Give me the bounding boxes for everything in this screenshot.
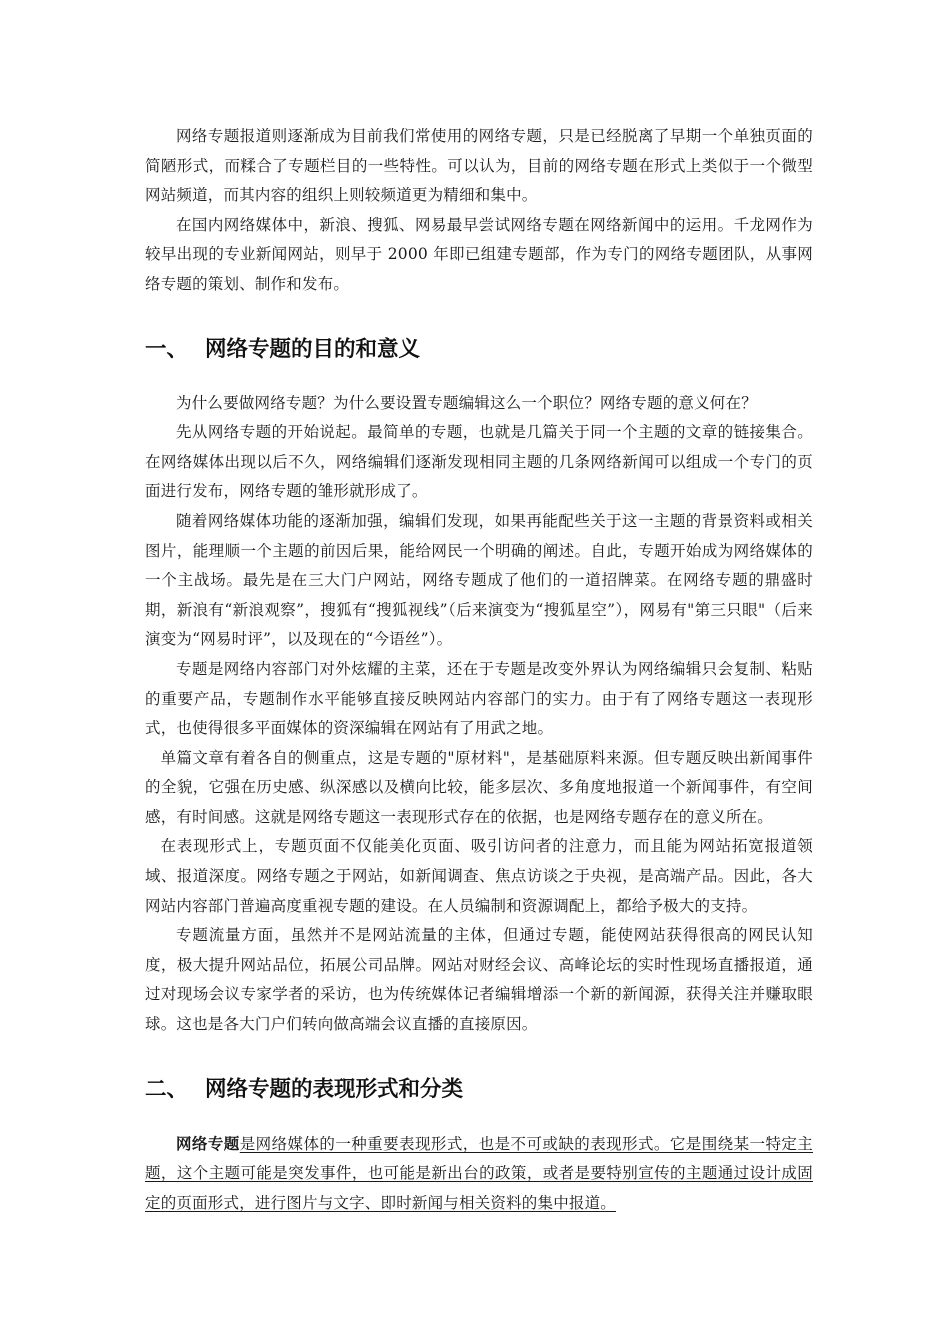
definition-term: 网络专题 (176, 1133, 240, 1153)
section-1-paragraph-3: 随着网络媒体功能的逐渐加强，编辑们发现，如果再能配些关于这一主题的背景资料或相关图片，能理顺一个主题的前因后果，能给网民一个明确的阐述。自此，专题开始成为网络媒体的一个主战场。最先是在三大门户网站，网络专题成了他们的一道招牌菜。在网络专题的鼎盛时期，新浪有“新浪观察”，搜狐有“搜狐视线”（后来演变为“搜狐星空”），网易有"第三只眼"（后来演变为“网易时评”，以及现在的“今语丝”）。 (145, 511, 813, 649)
document-body (145, 122, 813, 1218)
section-2-heading (145, 1072, 813, 1103)
section-1-heading (145, 332, 813, 363)
section-1-paragraph-6: 在表现形式上，专题页面不仅能美化页面、吸引访问者的注意力，而且能为网站拓宽报道领域、报道深度。网络专题之于网站，如新闻调查、焦点访谈之于央视，是高端产品。因此，各大网站内容部门普遍高度重视专题的建设。在人员编制和资源调配上，都给予极大的支持。 (145, 837, 813, 915)
section-1-paragraph-5: 单篇文章有着各自的侧重点，这是专题的"原材料"，是基础原料来源。但专题反映出新闻事件的全貌，它强在历史感、纵深感以及横向比较，能多层次、多角度地报道一个新闻事件，有空间感，有时间感。这就是网络专题这一表现形式存在的依据，也是网络专题存在的意义所在。 (145, 748, 813, 826)
section-2-definition-paragraph (145, 1129, 813, 1219)
section-1-paragraph-1: 为什么要做网络专题？为什么要设置专题编辑这么一个职位？网络专题的意义何在？ (176, 393, 757, 412)
section-2-title: 网络专题的表现形式和分类 (205, 1076, 464, 1102)
definition-text: 是网络媒体的一种重要表现形式，也是不可或缺的表现形式。它是围绕某一特定主题，这个主题可能是突发事件，也可能是新出台的政策，或者是要特别宣传的主题通过设计成固定的页面形式，进行图片与文字、即时新闻与相关资料的集中报道。 (145, 1134, 813, 1212)
intro-paragraph-2: 在国内网络媒体中，新浪、搜狐、网易最早尝试网络专题在网络新闻中的运用。千龙网作为较早出现的专业新闻网站，则早于 2000 年即已组建专题部，作为专门的网络专题团队，从事网络专题的策划、制作和发布。 (145, 215, 813, 293)
section-1-number: 一、 (145, 336, 189, 362)
intro-paragraph-1: 网络专题报道则逐渐成为目前我们常使用的网络专题，只是已经脱离了早期一个单独页面的简陋形式，而糅合了专题栏目的一些特性。可以认为，目前的网络专题在形式上类似于一个微型网站频道，而其内容的组织上则较频道更为精细和集中。 (145, 127, 813, 205)
section-1-paragraph-7: 专题流量方面，虽然并不是网站流量的主体，但通过专题，能使网站获得很高的网民认知度，极大提升网站品位，拓展公司品牌。网站对财经会议、高峰论坛的实时性现场直播报道，通过对现场会议专家学者的采访，也为传统媒体记者编辑增添一个新的新闻源，获得关注并赚取眼球。这也是各大门户们转向做高端会议直播的直接原因。 (145, 926, 813, 1034)
section-1-paragraph-2: 先从网络专题的开始说起。最简单的专题，也就是几篇关于同一个主题的文章的链接集合。在网络媒体出现以后不久，网络编辑们逐渐发现相同主题的几条网络新闻可以组成一个专门的页面进行发布，网络专题的雏形就形成了。 (145, 423, 813, 501)
section-1-title: 网络专题的目的和意义 (205, 336, 421, 362)
section-2-number: 二、 (145, 1076, 189, 1102)
section-1-paragraph-4: 专题是网络内容部门对外炫耀的主菜，还在于专题是改变外界认为网络编辑只会复制、粘贴的重要产品，专题制作水平能够直接反映网站内容部门的实力。由于有了网络专题这一表现形式，也使得很多平面媒体的资深编辑在网站有了用武之地。 (145, 659, 813, 738)
